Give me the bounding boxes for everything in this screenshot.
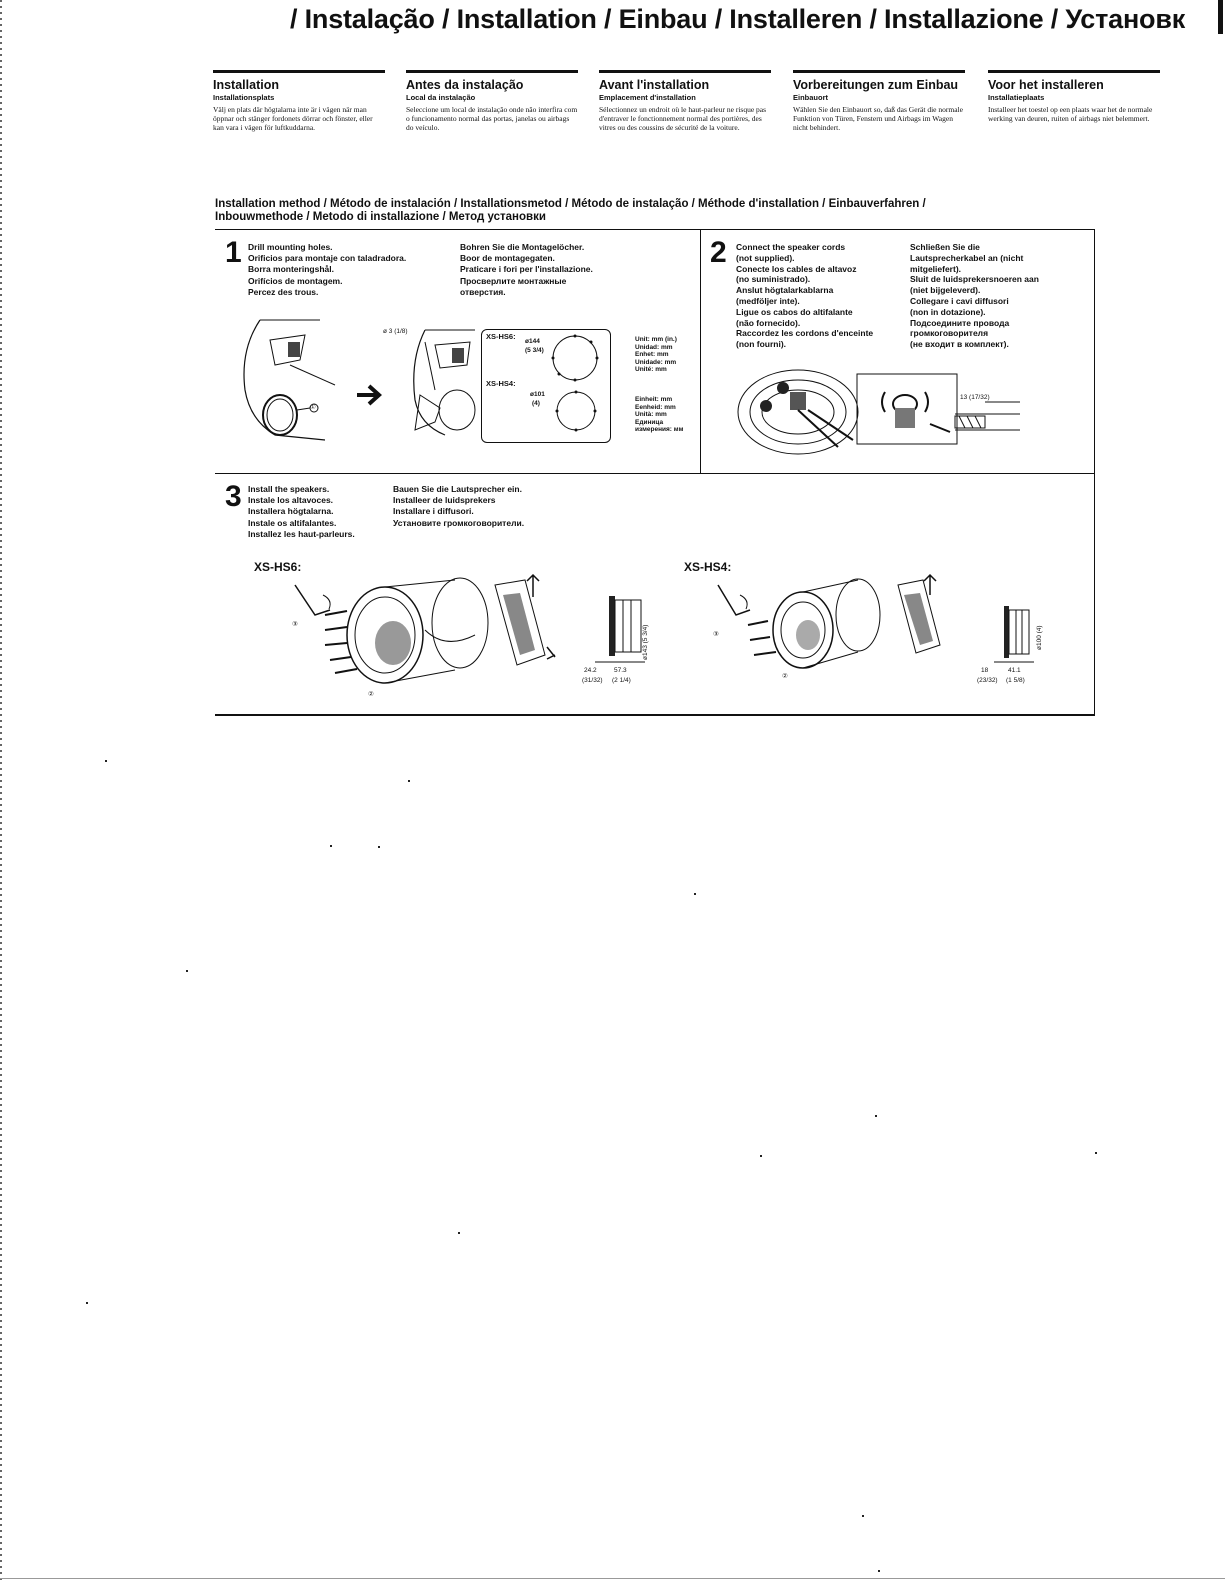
step-1-line: Bohren Sie die Montagelöcher. xyxy=(460,242,585,252)
hs6-template-label: XS-HS6: xyxy=(486,332,516,341)
step-2-instructions-a xyxy=(736,242,873,350)
column-heading: Installation xyxy=(213,78,279,92)
step-3-line: Instale os altifalantes. xyxy=(248,517,337,528)
step-2-line: (non fourni). xyxy=(736,339,787,350)
step-2-line: (not supplied). xyxy=(736,252,795,263)
column-rule xyxy=(213,70,385,73)
unit-label: Unit: mm (in.) xyxy=(635,336,677,343)
step-1-line: Drill mounting holes. xyxy=(248,242,333,252)
step-1-instructions-b xyxy=(460,242,593,298)
column-rule xyxy=(793,70,965,73)
page-bottom-edge xyxy=(0,1578,1225,1579)
step-1-line: отверстия. xyxy=(460,286,506,297)
unit-label: Unité: mm xyxy=(635,366,667,374)
unit-label: измерения: мм xyxy=(635,426,684,434)
step-2-line: Schließen Sie die xyxy=(910,242,980,252)
hs6-depth-a: 24.2 xyxy=(584,667,597,674)
hs4-template-label: XS-HS4: xyxy=(486,379,516,388)
step-2-line: Raccordez les cordons d'enceinte xyxy=(736,328,874,339)
step-2-line: (non in dotazione). xyxy=(910,306,986,317)
column-heading: Antes da instalação xyxy=(406,78,524,92)
step-3-line: Установите громкоговорители. xyxy=(393,517,525,528)
title-bar-mark xyxy=(1218,0,1223,34)
hs4-hole-inch: (4) xyxy=(532,400,540,407)
intro-column-french xyxy=(599,70,771,132)
units-list-a xyxy=(635,336,677,374)
hs4-hole-diameter: ø101 xyxy=(530,391,545,398)
column-subheading: Einbauort xyxy=(793,93,828,102)
hs6-install-label: XS-HS6: xyxy=(254,560,302,574)
hs6-depth-b-inch: (2 1/4) xyxy=(612,677,631,684)
column-rule xyxy=(988,70,1160,73)
column-body: Sélectionnez un endroit où le haut-parleur ne risque pas d'entraver le fonctionnement normal des portières, des vitres ou des coussins de sécurité de la voiture. xyxy=(599,105,767,132)
step-2-line: Conecte los cables de altavoz xyxy=(736,263,857,274)
hs6-diameter-dimension: ø143 (5 3/4) xyxy=(642,624,649,660)
scan-speck xyxy=(408,780,410,782)
drilling-illustration xyxy=(405,330,480,440)
column-heading: Avant l'installation xyxy=(599,78,710,92)
strip-length-label: 13 (17/32) xyxy=(960,394,990,401)
page-title: / Instalação / Installation / Einbau / Installeren / Installazione / Установк xyxy=(290,4,1186,34)
hs4-install-label: XS-HS4: xyxy=(684,560,732,574)
step-3-line: Bauen Sie die Lautsprecher ein. xyxy=(393,484,522,494)
step-2-number: 2 xyxy=(710,236,727,269)
hs4-screw-callout: ② xyxy=(782,673,788,680)
scan-speck xyxy=(458,1232,460,1234)
scan-speck xyxy=(878,1570,880,1572)
unit-label: Unidade: mm xyxy=(635,358,677,366)
column-body: Seleccione um local de instalação onde não interfira com o funcionamento normal das portas, janelas ou airbags do veículo. xyxy=(406,105,578,132)
frame-bottom-rule xyxy=(215,714,1095,716)
step-2-line: Подсоедините провода xyxy=(910,317,1010,328)
unit-label: Einheit: mm xyxy=(635,396,673,403)
hs4-depth-a: 18 xyxy=(981,667,989,674)
step-2-line: (não fornecido). xyxy=(736,317,801,328)
scan-speck xyxy=(86,1302,88,1304)
intro-column-swedish xyxy=(213,70,385,132)
step-3-number: 3 xyxy=(225,480,242,513)
hs6-depth-a-inch: (31/32) xyxy=(582,677,603,684)
step-2-instructions-b xyxy=(910,242,1039,350)
step-3-line: Installera högtalarna. xyxy=(248,506,334,517)
hs4-speaker-exploded-view xyxy=(708,575,968,685)
column-heading: Voor het installeren xyxy=(988,78,1104,92)
step-2-line: Ligue os cabos do altifalante xyxy=(736,306,853,317)
column-subheading: Installationsplats xyxy=(213,93,275,102)
car-door-illustration xyxy=(230,320,340,450)
unit-label: Единица xyxy=(635,418,664,426)
step-2-line: Lautsprecherkabel an (nicht xyxy=(910,252,1024,263)
frame-right-rule xyxy=(1094,229,1095,715)
step-3-line: Installare i diffusori. xyxy=(393,506,474,517)
step-3-instructions-a xyxy=(248,484,355,540)
column-body: Välj en plats där högtalarna inte är i vägen när man öppnar och stänger fordonets dörrar och fönster, eller kan vara i vägen för luftkuddarna. xyxy=(213,105,373,132)
scan-speck xyxy=(186,970,188,972)
hs4-depth-b-inch: (1 5/8) xyxy=(1006,677,1025,684)
scan-speck xyxy=(378,846,380,848)
intro-column-german xyxy=(793,70,965,132)
step-2-line: (no suministrado). xyxy=(736,274,811,285)
step-2-line: громкоговорителя xyxy=(910,328,989,339)
step-1-line: Percez des trous. xyxy=(248,286,319,297)
wire-connection-illustration xyxy=(855,372,1065,447)
installation-method-heading xyxy=(215,198,1015,224)
drill-size-label: ø 3 (1/8) xyxy=(383,328,408,335)
step-3-instructions-b xyxy=(393,484,524,529)
column-subheading: Installatieplaats xyxy=(988,93,1045,102)
step-1-line: Orificios para montaje con taladradora. xyxy=(248,253,407,264)
step-1-line: Boor de montagegaten. xyxy=(460,253,555,264)
step-1-line: Orifícios de montagem. xyxy=(248,275,343,286)
speaker-terminal-illustration xyxy=(738,362,858,457)
hs6-depth-b: 57.3 xyxy=(614,667,627,674)
step-2-line: (не входит в комплект). xyxy=(910,339,1009,350)
step-2-line: (medföljer inte). xyxy=(736,295,800,306)
hs6-tool-callout: ③ xyxy=(292,621,298,628)
unit-label: Enhet: mm xyxy=(635,351,669,359)
hs4-depth-a-inch: (23/32) xyxy=(977,677,998,684)
step-3-line: Install the speakers. xyxy=(248,484,330,494)
hs4-tool-callout: ③ xyxy=(713,631,719,638)
intro-column-portuguese xyxy=(406,70,578,132)
hs4-depth-b: 41.1 xyxy=(1008,667,1021,674)
step-2-line: Anslut högtalarkablarna xyxy=(736,285,834,296)
scan-speck xyxy=(760,1155,762,1157)
step-3-line: Installez les haut-parleurs. xyxy=(248,528,355,539)
frame-top-rule xyxy=(215,229,1095,230)
scan-speck xyxy=(330,845,332,847)
step-3-line: Installeer de luidsprekers xyxy=(393,495,496,506)
step-2-line: Collegare i cavi diffusori xyxy=(910,295,1009,306)
hs6-hole-diameter: ø144 xyxy=(525,338,540,345)
hs4-template-circle xyxy=(553,388,599,434)
hs6-hole-inch: (5 3/4) xyxy=(525,347,544,354)
column-rule xyxy=(599,70,771,73)
unit-label: Unidad: mm xyxy=(635,343,673,351)
frame-middle-rule xyxy=(215,473,1095,474)
step-3-line: Instale los altavoces. xyxy=(248,495,334,506)
method-line-2: Inbouwmethode / Metodo di installazione / Метод установки xyxy=(215,211,546,223)
scan-speck xyxy=(694,893,696,895)
scan-speck xyxy=(105,760,107,762)
column-body: Installeer het toestel op een plaats waar het de normale werking van deuren, ruiten of airbags niet belemmert. xyxy=(988,105,1153,123)
step-1-line: Просверлите монтажные xyxy=(460,275,567,286)
unit-label: Eenheid: mm xyxy=(635,403,676,411)
hs4-diameter-dimension: ø100 (4) xyxy=(1036,625,1043,650)
intro-column-dutch xyxy=(988,70,1160,123)
scan-speck xyxy=(875,1115,877,1117)
step-1-number: 1 xyxy=(225,236,242,269)
step-1-line: Praticare i fori per l'installazione. xyxy=(460,264,593,275)
frame-step-divider xyxy=(700,229,701,473)
callout-marker: ① xyxy=(310,404,316,411)
hs6-template-circle xyxy=(549,332,601,384)
column-rule xyxy=(406,70,578,73)
method-line-1: Installation method / Método de instalación / Installationsmetod / Método de instalação / Méthode d'installation / Einbauverfahren / xyxy=(215,198,926,210)
column-heading: Vorbereitungen zum Einbau xyxy=(793,78,959,92)
arrow-right-icon xyxy=(355,382,385,408)
column-body: Wählen Sie den Einbauort so, daß das Gerät die normale Funktion von Türen, Fenstern und Airbags im Wagen nicht behindert. xyxy=(793,105,963,132)
hs6-screw-callout: ② xyxy=(368,691,374,698)
step-2-line: Connect the speaker cords xyxy=(736,242,846,252)
step-2-line: (niet bijgeleverd). xyxy=(910,285,981,296)
column-subheading: Local da instalação xyxy=(406,93,476,102)
page-edge xyxy=(0,0,2,1583)
hs6-speaker-exploded-view xyxy=(285,575,585,685)
step-2-line: Sluit de luidsprekersnoeren aan xyxy=(910,274,1039,285)
units-list-b xyxy=(635,396,683,434)
step-1-line: Borra monteringshål. xyxy=(248,264,334,275)
step-2-line: mitgeliefert). xyxy=(910,263,962,274)
scan-speck xyxy=(862,1515,864,1517)
scan-speck xyxy=(1095,1152,1097,1154)
step-1-instructions-a xyxy=(248,242,406,298)
unit-label: Unità: mm xyxy=(635,411,667,419)
column-subheading: Emplacement d'installation xyxy=(599,93,696,102)
